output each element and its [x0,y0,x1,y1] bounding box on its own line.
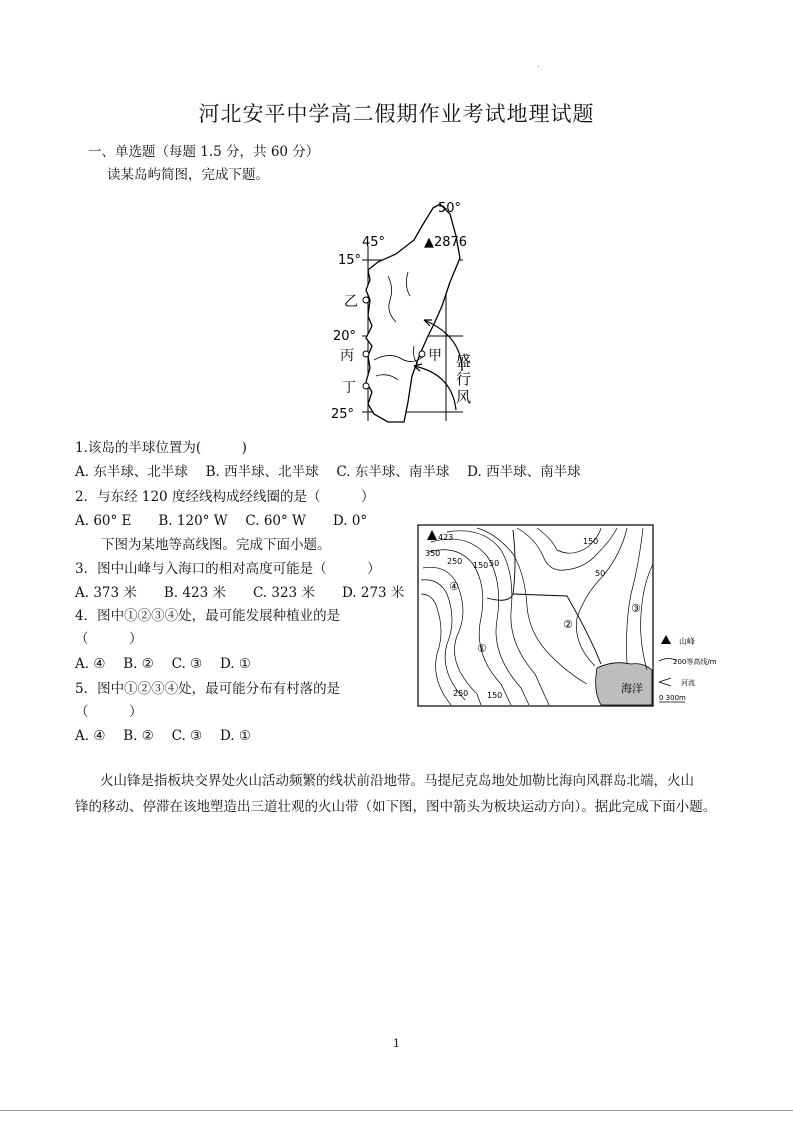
page-number: 1 [393,1037,400,1050]
contour-label-50-a: 50 [489,559,500,568]
question-5-options: A. ④ B. ② C. ③ D. ① [75,728,251,744]
page-bottom-rule [0,1110,793,1111]
intro-contour: 下图为某地等高线图。完成下面小题。 [101,537,331,553]
wind-label-2: 行 [456,370,472,388]
question-3-options: A. 373 米 B. 423 米 C. 323 米 D. 273 米 [75,585,405,601]
intro-island: 读某岛屿简图，完成下题。 [107,167,269,183]
header-mark: . [537,60,540,70]
question-5-paren: （ ） [75,704,143,720]
contour-label-150-b: 150 [583,537,599,546]
question-4-options: A. ④ B. ② C. ③ D. ① [75,656,251,672]
question-1: 1.该岛的半球位置为( ) [75,440,247,456]
question-4: 4．图中①②③④处，最可能发展种植业的是 [75,608,341,624]
contour-label-150-c: 150 [487,691,503,700]
lon-45-label: 45° [362,235,386,250]
marker-3: ③ [631,602,641,615]
marker-2: ② [563,618,573,631]
label-bing: 丙 [340,348,354,364]
question-4-paren: （ ） [75,631,143,647]
label-ding: 丁 [342,380,356,396]
lat-25-label: 25° [331,407,355,422]
section-heading: 一、单选题（每题 1.5 分，共 60 分） [88,144,320,160]
question-1-options: A. 东半球、北半球 B. 西半球、北半球 C. 东半球、南半球 D. 西半球、南半球 [75,464,581,480]
peak-label: ▲2876 [424,235,468,250]
sea-label: 海洋 [621,682,643,695]
contour-peak-value: 423 [438,533,454,542]
page-title: 河北安平中学高二假期作业考试地理试题 [198,102,595,126]
contour-label-250: 250 [447,557,463,566]
contour-map [417,524,739,708]
marker-1: ① [477,642,487,655]
contour-label-50-b: 50 [595,569,606,578]
contour-label-250-b: 250 [453,689,469,698]
question-5: 5．图中①②③④处，最可能分布有村落的是 [75,681,341,697]
passage-line-2: 锋的移动、停滞在该地塑造出三道壮观的火山带（如下图，图中箭头为板块运动方向）。据此完成下面小题。 [75,799,717,815]
legend-peak: 山峰 [679,637,695,646]
wind-label-1: 盛 [456,352,472,370]
legend-scale: 0 300m [659,694,686,702]
legend-contour: 200等高线/m [673,658,717,666]
question-2-options: A. 60° E B. 120° W C. 60° W D. 0° [75,513,368,529]
contour-label-350: 350 [425,549,441,558]
label-yi: 乙 [344,294,358,310]
question-3: 3．图中山峰与入海口的相对高度可能是（ ） [75,561,381,577]
marker-4: ④ [449,580,459,593]
question-2: 2．与东经 120 度经线构成经线圈的是（ ） [75,489,375,505]
island-map [328,196,478,426]
passage-line-1: 火山锋是指板块交界处火山活动频繁的线状前沿地带。马提尼克岛地处加勒比海向风群岛北端，火山 [100,773,694,789]
wind-label-3: 风 [456,388,472,406]
lon-50-label: 50° [438,201,462,216]
label-jia: 甲 [428,348,442,364]
legend-river: 河流 [681,679,695,687]
lat-15-label: 15° [338,253,362,268]
lat-20-label: 20° [333,329,357,344]
contour-label-150-a: 150 [473,561,489,570]
